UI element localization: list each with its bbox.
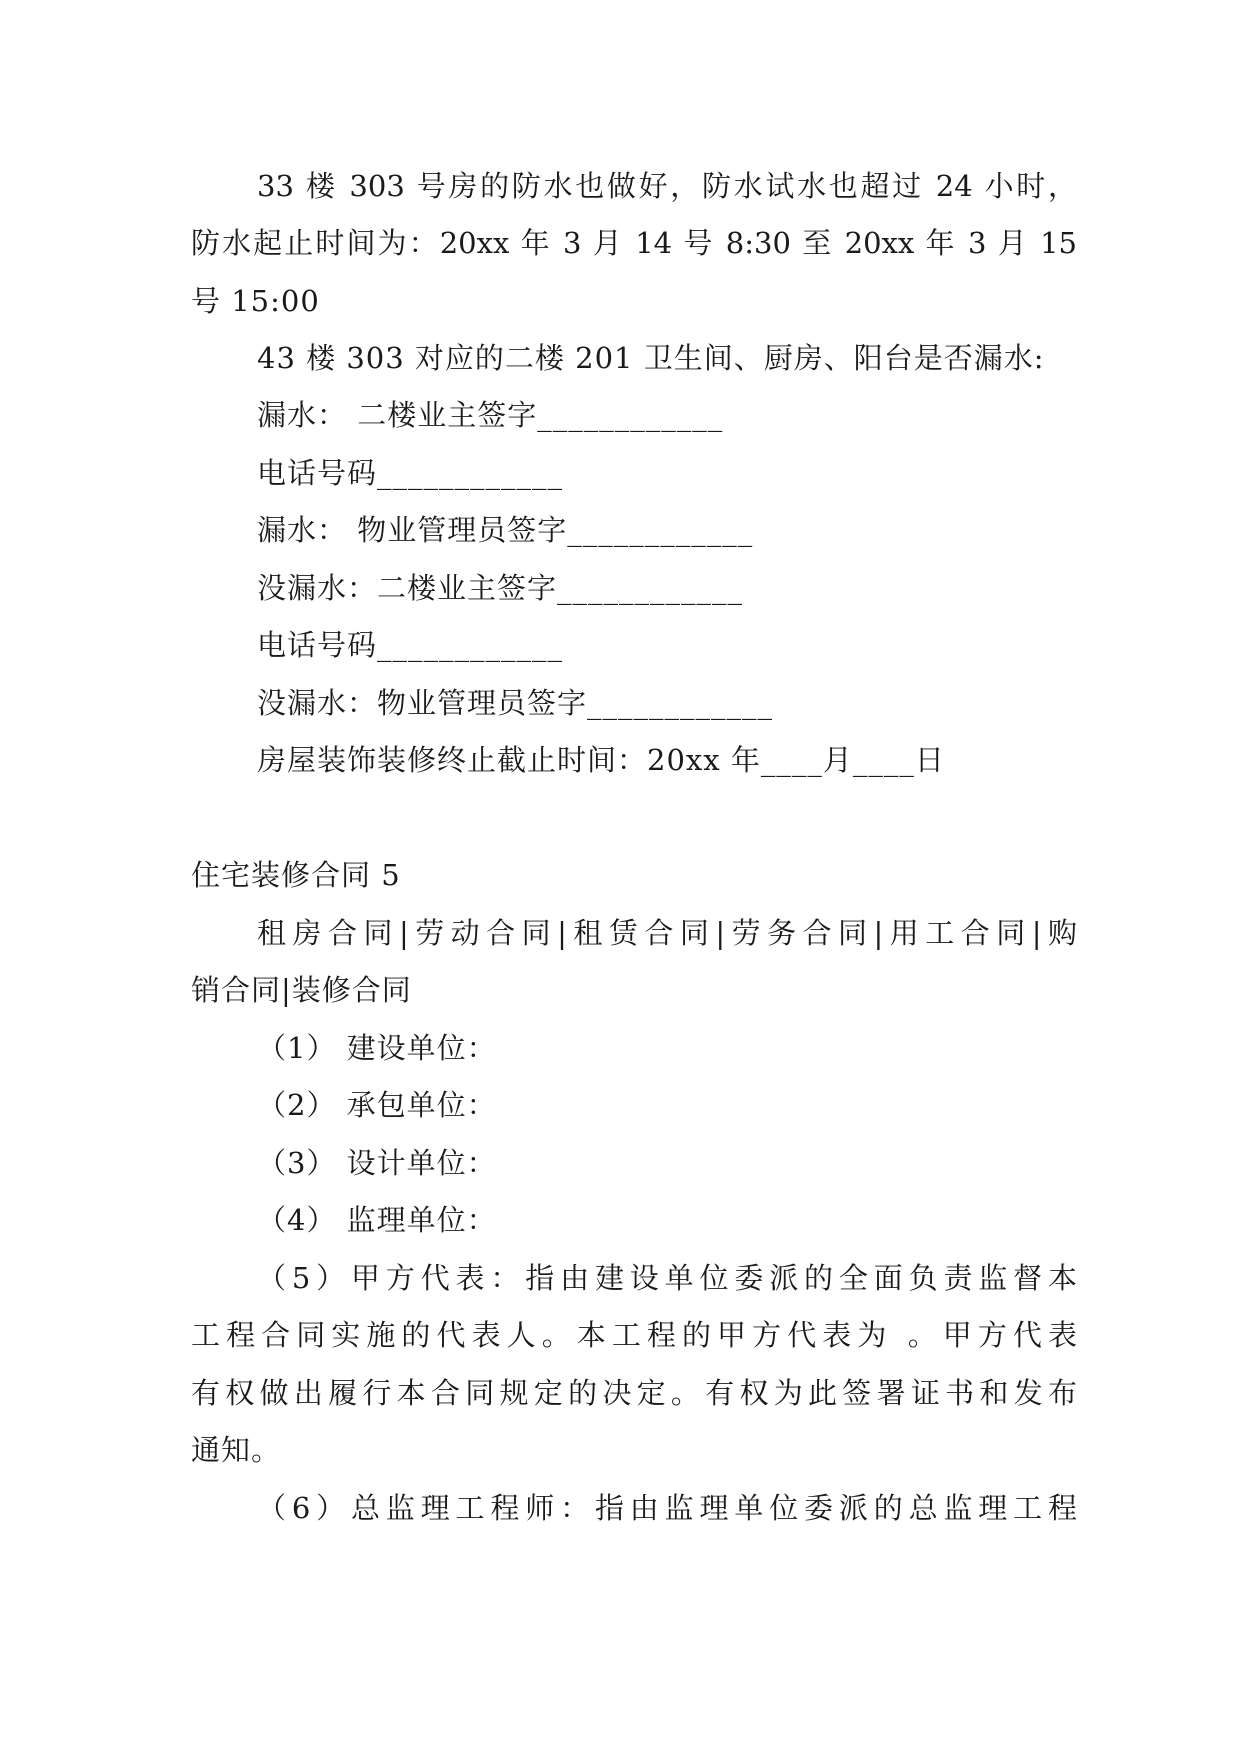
party-a-representative-line-3: 有权做出履行本合同规定的决定。有权为此签署证书和发布 — [191, 1376, 1077, 1410]
contract-types-line-2: 销合同|装修合同 — [191, 973, 412, 1007]
paragraph-waterproof-line-2: 防水起止时间为：20xx 年 3 月 14 号 8:30 至 20xx 年 3 月 15 — [191, 226, 1077, 260]
no-leak-owner-signature: 没漏水：二楼业主签字____________ — [257, 571, 744, 605]
list-item-supervision-unit: （4） 监理单位： — [257, 1203, 497, 1237]
party-a-representative-line-1: （5）甲方代表：指由建设单位委派的全面负责监督本 — [257, 1261, 1077, 1295]
section-title: 住宅装修合同 5 — [191, 858, 401, 892]
leak-manager-signature: 漏水： 物业管理员签字____________ — [257, 513, 754, 547]
chief-supervisor-line-1: （6）总监理工程师：指由监理单位委派的总监理工程 — [257, 1491, 1077, 1525]
list-item-design-unit: （3） 设计单位： — [257, 1146, 497, 1180]
no-leak-manager-signature: 没漏水：物业管理员签字____________ — [257, 686, 774, 720]
party-a-representative-line-2: 工程合同实施的代表人。本工程的甲方代表为 。甲方代表 — [191, 1318, 1077, 1352]
renovation-deadline: 房屋装饰装修终止截止时间：20xx 年____月____日 — [257, 743, 945, 777]
paragraph-waterproof-line-3: 号 15:00 — [191, 284, 320, 318]
leak-owner-signature: 漏水： 二楼业主签字____________ — [257, 398, 724, 432]
list-item-contractor-unit: （2） 承包单位： — [257, 1088, 497, 1122]
paragraph-waterproof-line-1: 33 楼 303 号房的防水也做好，防水试水也超过 24 小时， — [257, 169, 1077, 203]
contract-types-line-1: 租房合同|劳动合同|租赁合同|劳务合同|用工合同|购 — [257, 916, 1077, 950]
leak-phone-number: 电话号码____________ — [257, 456, 564, 490]
no-leak-phone-number: 电话号码____________ — [257, 628, 564, 662]
leak-check-question: 43 楼 303 对应的二楼 201 卫生间、厨房、阳台是否漏水: — [257, 341, 1045, 375]
party-a-representative-line-4: 通知。 — [191, 1433, 282, 1467]
list-item-construction-unit: （1） 建设单位： — [257, 1031, 497, 1065]
